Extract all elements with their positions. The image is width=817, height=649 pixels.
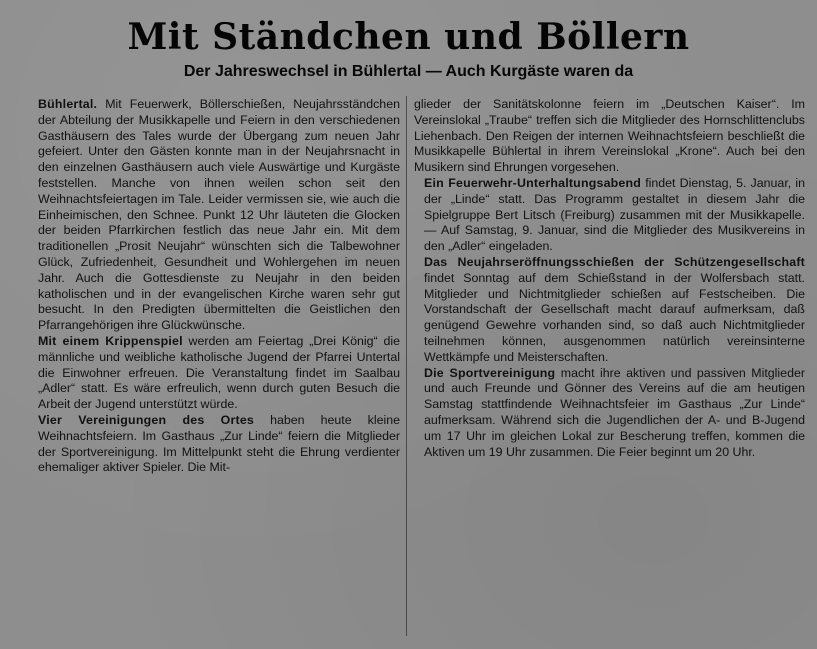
subheadline: Der Jahreswechsel in Bühlertal — Auch Kurgäste waren da <box>183 63 634 80</box>
paragraph-text: haben heute kleine Weihnachtsfeiern. Im Gasthaus „Zur Linde“ feiern die Mitglieder der Sportvereinigung. Im Mittelpunkt steht die Ehrung verdienter ehemaliger aktiver Spieler. Die Mit- <box>38 412 400 475</box>
paragraph-text: glieder der Sanitätskolonne feiern im „Deutschen Kaiser“. Im Vereinslokal „Traube“ treffen sich die Mitglieder des Hornschlittenclubs Liehenbach. Den Reigen der internen Weihnachtsfeiern beschließt die Musikkapelle Bühlertal in ihrem Vereinslokal „Krone“. Auch bei den Musikern sind Ehrungen vorgesehen. <box>414 97 805 175</box>
paragraph-schuetzen <box>414 255 805 366</box>
paragraph-krippenspiel <box>28 334 400 413</box>
paragraph-sportvereinigung <box>414 366 805 461</box>
right-column <box>414 97 805 460</box>
paragraph-text: macht ihre aktiven und passiven Mitglieder und auch Freunde und Gönner des Vereins auf die am heutigen Samstag stattfindende Weihnachtsfeier im Gasthaus „Zur Linde“ aufmerksam. Während sich die Jugendlichen der A- und B-Jugend um 17 Uhr im gleichen Lokal zur Bescherung treffen, kommen die Aktiven um 19 Uhr zusammen. Die Feier beginnt um 20 Uhr. <box>424 365 805 459</box>
column-divider <box>406 96 407 636</box>
paragraph-text: findet Dienstag, 5. Januar, in der „Linde“ statt. Das Programm gestaltet in diesem Jahr die Spielgruppe Bert Litsch (Freiburg) zusammen mit der Musikkapelle. — Auf Samstag, 9. Januar, sind die Mitglieder des Musikvereins in den „Adler“ eingeladen. <box>424 175 805 254</box>
paragraph-lead: Ein Feuerwehr-Unterhaltungsabend <box>424 175 642 190</box>
left-column <box>28 97 400 476</box>
paragraph-lead: Die Sportvereinigung <box>424 365 556 380</box>
paragraph-continuation <box>414 97 805 176</box>
paragraph-text: Mit Feuerwerk, Böllerschießen, Neujahrsständchen der Abteilung der Musikkapelle und Feiern in den verschiedenen Gasthäusern des Tales wurde der Übergang zum neuen Jahr gefeiert. Unter den Gästen konnte man in der Neujahrsnacht in den einzelnen Gasthäusern auch viele Auswärtige und Kurgäste feststellen. Manche von ihnen weilen schon seit den Weihnachtsfeiertagen im Tale. Leider vermissen sie, wie auch die Einheimischen, den Schnee. Punkt 12 Uhr läuteten die Glocken der beiden Pfarrkirchen festlich das neue Jahr ein. Mit dem traditionellen „Prosit Neujahr“ wünschten sich die Talbewohner Glück, Zufriedenheit, Gesundheit und Wohlergehen im neuen Jahr. Auch die Gottesdienste zu Neujahr in den beiden katholischen und in der evangelischen Kirche waren sehr gut besucht. In den Predigten übermittelten die Geistlichen den Pfarrangehörigen ihre Glückwünsche. <box>38 97 400 333</box>
paragraph-feuerwehr <box>414 176 805 255</box>
paragraph-text: werden am Feiertag „Drei König“ die männliche und weibliche katholische Jugend der Pfarrei Untertal die Einwohner erfreuen. Die Veranstaltung findet im Saalbau „Adler“ statt. Es wäre erfreulich, wenn durch guten Besuch die Arbeit der Jugend unterstützt würde. <box>38 333 400 412</box>
headline: Mit Ständchen und Böllern <box>127 16 690 58</box>
paragraph-vereinigungen <box>28 413 400 476</box>
paragraph-lead: Bühlertal. <box>38 97 98 111</box>
paragraph-lead: Mit einem Krippenspiel <box>38 333 183 348</box>
paragraph-lead: Das Neujahrseröffnungsschießen der Schützengesellschaft <box>424 254 805 269</box>
paragraph-intro <box>28 97 400 334</box>
paragraph-lead: Vier Vereinigungen des Ortes <box>38 412 255 427</box>
paragraph-text: findet Sonntag auf dem Schießstand in der Wolfersbach statt. Mitglieder und Nichtmitglieder schießen auf Festscheiben. Die Vorstandschaft der Gesellschaft macht darauf aufmerksam, daß genügend Gewehre vorhanden sind, so daß auch Nichtmitglieder teilnehmen können, ausgenommen natürlich vereinsinterne Wettkämpfe und Meisterschaften. <box>424 270 805 364</box>
